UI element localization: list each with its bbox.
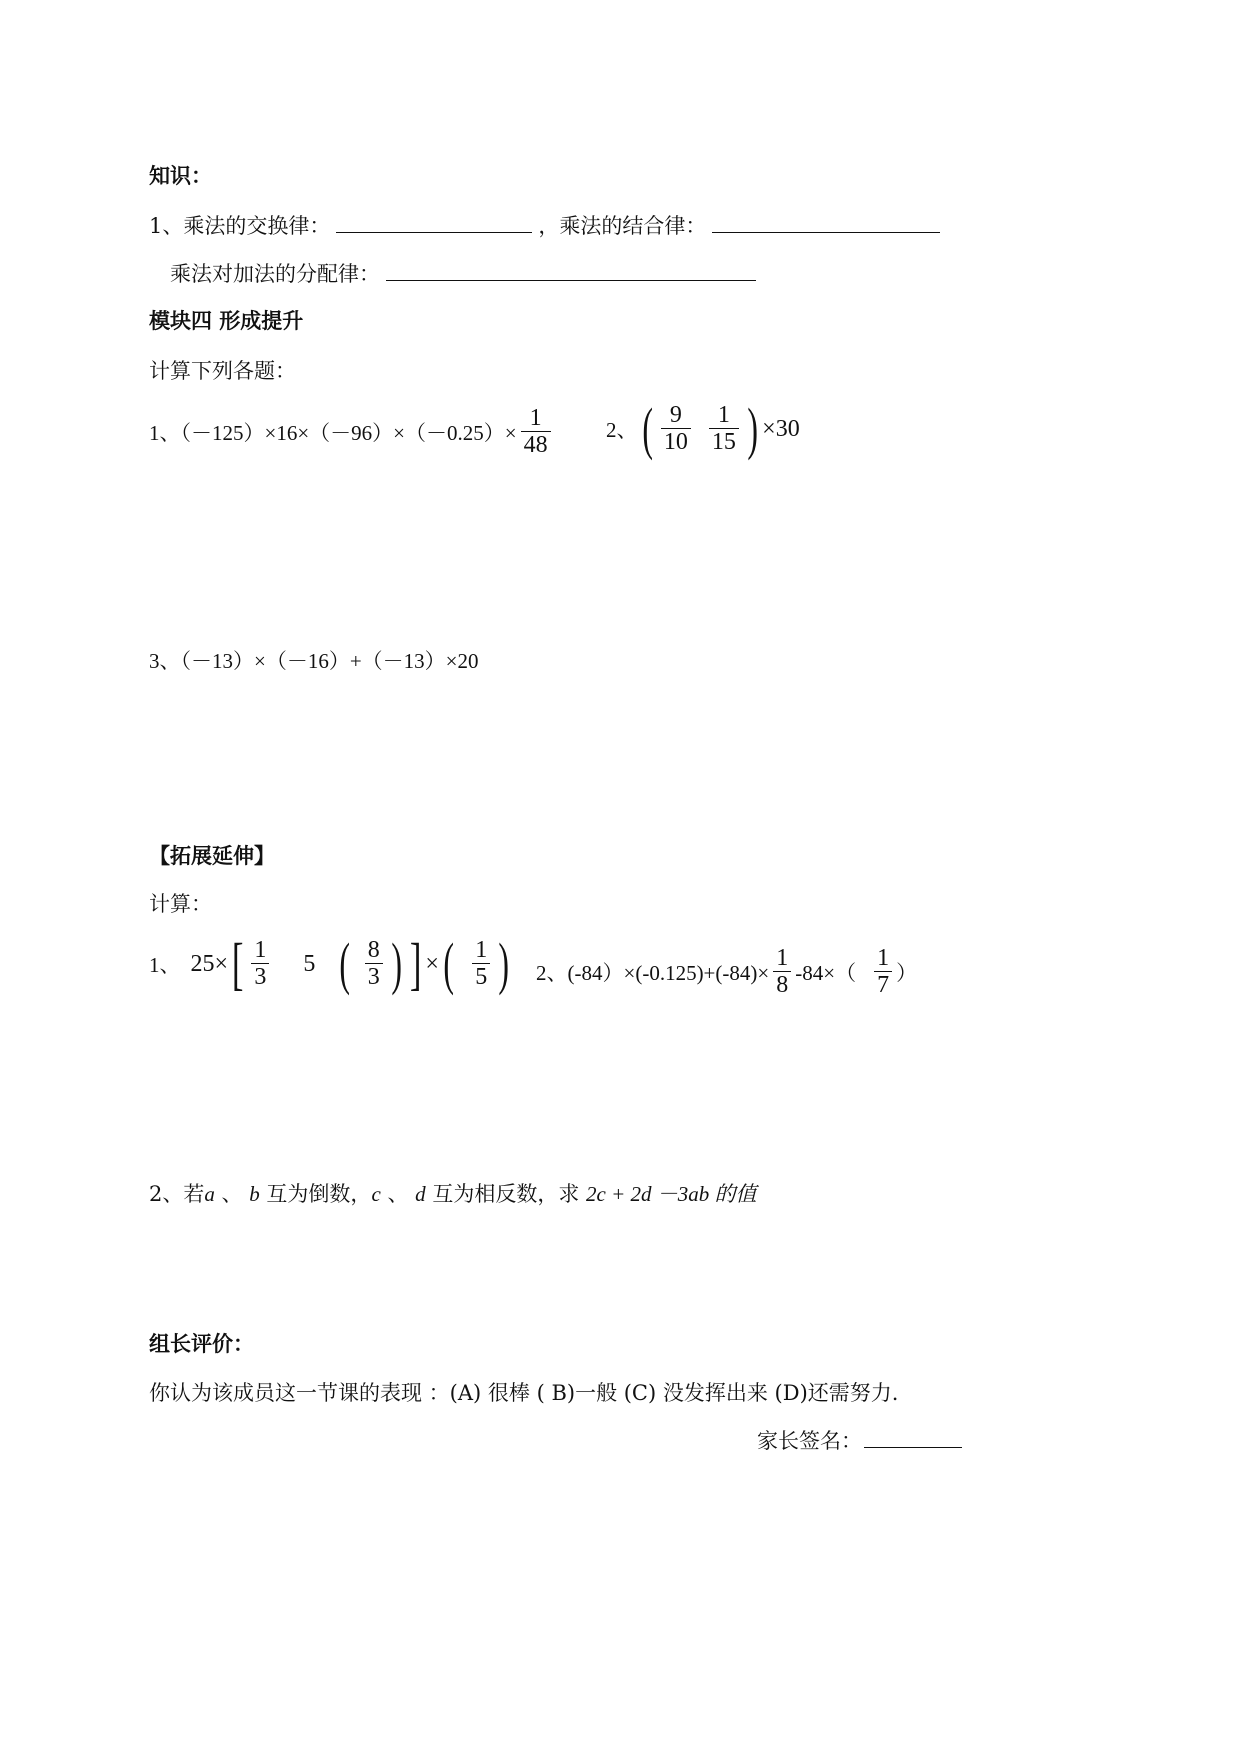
problem-2-fraction-2 <box>709 402 739 457</box>
right-paren: ) <box>498 931 510 996</box>
fraction-numerator: 1 <box>717 401 730 428</box>
fraction-denominator: 5 <box>472 963 490 992</box>
knowledge-heading: 知识： <box>149 164 212 188</box>
left-paren: ( <box>339 931 351 996</box>
coefficient: 25× <box>190 950 229 977</box>
commutative-blank[interactable] <box>336 210 532 233</box>
right-bracket: ] <box>409 931 422 996</box>
associative-label: ，乘法的结合律： <box>538 214 707 238</box>
fraction-denominator: 48 <box>521 431 551 460</box>
problem-1-fraction <box>521 405 551 460</box>
var-c: c <box>371 1182 381 1206</box>
parent-signature <box>757 1425 968 1455</box>
associative-blank[interactable] <box>712 210 940 233</box>
right-paren: ) <box>747 396 758 461</box>
extension-fraction-2 <box>365 937 383 992</box>
reciprocal-text: 互为倒数， <box>259 1182 372 1206</box>
extension-instruction: 计算： <box>149 892 212 916</box>
extension-problem-2 <box>536 945 917 1000</box>
extension-problem-2-close: ） <box>896 961 918 986</box>
extension-problem-2-fraction-1 <box>773 945 791 1000</box>
fraction-denominator: 3 <box>251 963 269 992</box>
problem-1 <box>149 405 555 460</box>
fraction-denominator: 7 <box>874 971 892 1000</box>
fraction-numerator: 1 <box>776 945 789 971</box>
extension-problem-1 <box>149 931 514 996</box>
distributive-blank[interactable] <box>386 258 756 281</box>
fraction-numerator: 8 <box>367 936 380 963</box>
fraction-numerator: 1 <box>877 945 890 971</box>
extension-problem-2-middle: -84×（ <box>795 961 857 986</box>
var-d: d <box>415 1182 426 1206</box>
right-paren: ) <box>391 931 402 996</box>
evaluation-heading: 组长评价： <box>149 1332 254 1356</box>
distributive-label: 乘法对加法的分配律： <box>170 262 380 286</box>
parent-signature-label: 家长签名： <box>757 1429 862 1453</box>
extension-fraction-3 <box>472 937 490 992</box>
parent-signature-blank[interactable] <box>864 1425 962 1448</box>
extension-problem-2-expression: 2、(-84）×(-0.125)+(-84)× <box>536 961 770 986</box>
fraction-numerator: 1 <box>254 936 267 963</box>
fraction-denominator: 15 <box>709 428 739 457</box>
extension-problem-1-number: 1、 <box>149 953 181 977</box>
fraction-denominator: 8 <box>773 971 791 1000</box>
times-sign: × <box>425 950 439 977</box>
extension-problem-2-fraction-2 <box>874 945 892 1000</box>
module4-heading: 模块四 形成提升 <box>149 309 304 333</box>
extension-heading: 【拓展延伸】 <box>149 844 275 868</box>
middle-term: 5 <box>303 950 316 977</box>
left-paren: ( <box>443 931 454 996</box>
opposite-text: 互为相反数，求 <box>425 1182 586 1206</box>
fraction-numerator: 1 <box>475 936 488 963</box>
fraction-denominator: 3 <box>365 963 383 992</box>
problem-1-expression: 1、（－125）×16×（－96）×（－0.25）× <box>149 421 517 446</box>
module4-instruction: 计算下列各题： <box>149 359 296 383</box>
knowledge-line-2 <box>170 258 762 288</box>
problem-2-multiplier: ×30 <box>762 415 800 442</box>
problem-3: 3、（－13）×（－16）+（－13）×20 <box>149 649 479 673</box>
extension-fraction-1 <box>251 937 269 992</box>
problem-2 <box>606 396 800 461</box>
problem-2-fraction-1 <box>661 402 691 457</box>
fraction-numerator: 1 <box>529 405 542 431</box>
fraction-numerator: 9 <box>669 401 682 428</box>
question-number: 2、若 <box>149 1182 205 1206</box>
knowledge-line-1 <box>149 210 946 240</box>
target-expression: 2c + 2d －3ab 的值 <box>586 1182 757 1206</box>
evaluation-line: 你认为该成员这一节课的表现 ：(A) 很棒 ( B)一般 (C) 没发挥出来 (D)还需努力. <box>149 1381 899 1405</box>
fraction-denominator: 10 <box>661 428 691 457</box>
commutative-label: 1、乘法的交换律： <box>149 214 331 238</box>
var-a: a <box>204 1182 215 1206</box>
problem-2-number: 2、 <box>606 418 638 442</box>
extension-question-2 <box>149 1178 757 1208</box>
var-b: b <box>249 1182 260 1206</box>
separator: 、 <box>380 1182 409 1206</box>
left-paren: ( <box>641 396 653 461</box>
left-bracket: [ <box>231 931 244 996</box>
separator: 、 <box>214 1182 243 1206</box>
